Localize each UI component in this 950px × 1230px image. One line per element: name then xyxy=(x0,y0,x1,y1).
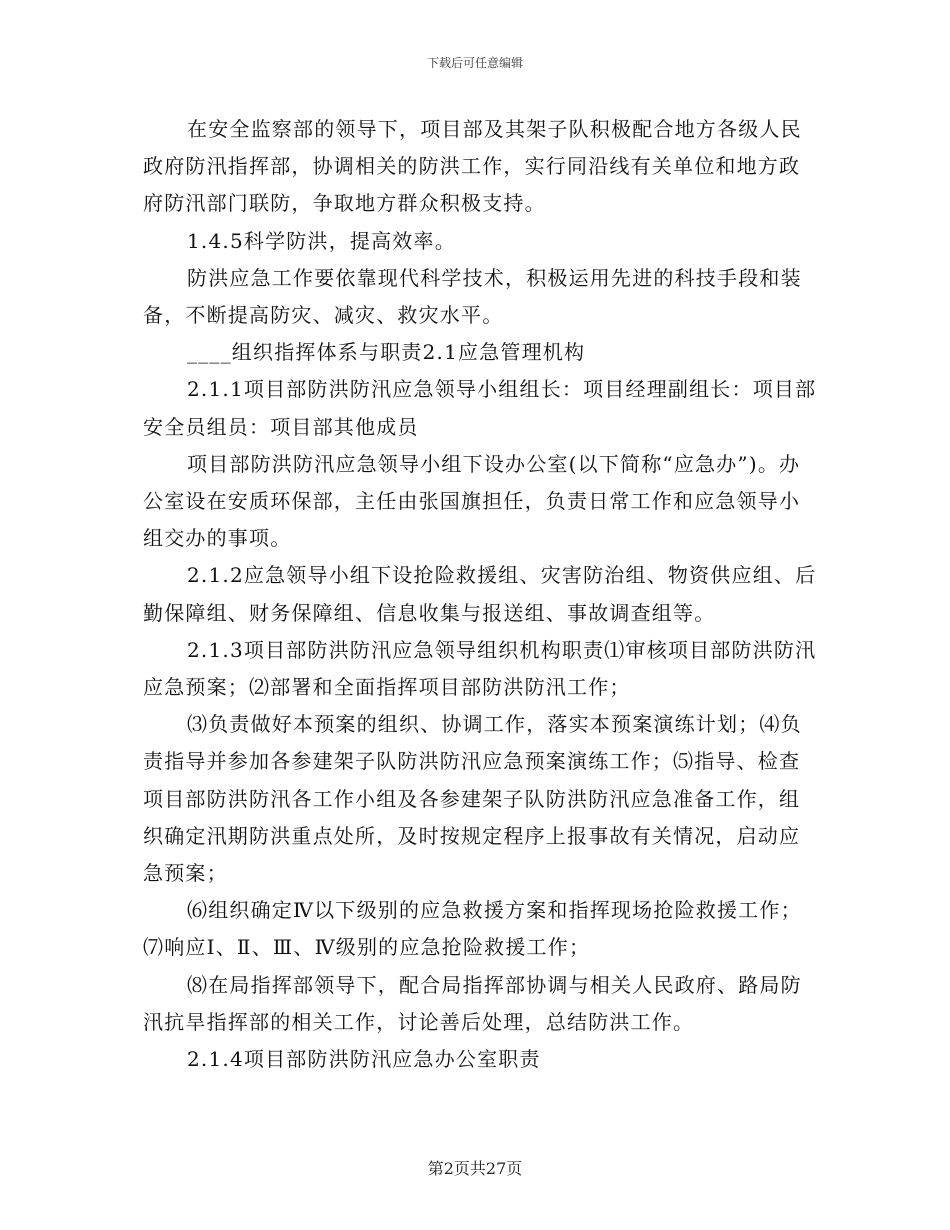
paragraph: 2.1.3项目部防洪防汛应急领导组织机构职责⑴审核项目部防洪防汛应急预案；⑵部署和全面指挥项目部防洪防汛工作； xyxy=(143,637,817,700)
paragraph: ⑹组织确定Ⅳ以下级别的应急救援方案和指挥现场抢险救援工作；⑺响应Ⅰ、Ⅱ、Ⅲ、Ⅳ级别的应急抢险救援工作； xyxy=(143,898,802,960)
paragraph: ⑶负责做好本预案的组织、协调工作，落实本预案演练计划；⑷负责指导并参加各参建架子队防洪防汛应急预案演练工作；⑸指导、检查项目部防洪防汛各工作小组及各参建架子队防洪防汛应急准备工作，组织确定汛期防洪重点处所，及时按规定程序上报事故有关情况，启动应急预案； xyxy=(143,712,802,886)
section-heading: 2.1.4项目部防洪防汛应急办公室职责 xyxy=(187,1047,541,1072)
paragraph: 项目部防洪防汛应急领导小组下设办公室(以下简称“应急办”)。办公室设在安质环保部，主任由张国旗担任，负责日常工作和应急领导小组交办的事项。 xyxy=(143,451,801,551)
paragraph: ⑻在局指挥部领导下，配合局指挥部协调与相关人民政府、路局防汛抗旱指挥部的相关工作，讨论善后处理，总结防洪工作。 xyxy=(143,972,802,1034)
paragraph: 在安全监察部的领导下，项目部及其架子队积极配合地方各级人民政府防汛指挥部，协调相关的防洪工作，实行同沿线有关单位和地方政府防汛部门联防，争取地方群众积极支持。 xyxy=(143,117,802,216)
document-body xyxy=(143,111,819,1078)
page-number: 第2页共27页 xyxy=(427,1159,523,1178)
paragraph: 2.1.2应急领导小组下设抢险救援组、灾害防治组、物资供应组、后勤保障组、财务保障组、信息收集与报送组、事故调查组等。 xyxy=(143,563,817,625)
paragraph: 2.1.1项目部防洪防汛应急领导小组组长：项目经理副组长：项目部安全员组员：项目部其他成员 xyxy=(143,377,817,439)
section-heading: ____组织指挥体系与职责2.1应急管理机构 xyxy=(187,340,586,365)
header-note: 下载后可任意编辑 xyxy=(426,56,523,70)
section-heading: 1.4.5科学防洪，提高效率。 xyxy=(187,228,456,253)
paragraph: 防洪应急工作要依靠现代科学技术，积极运用先进的科技手段和装备，不断提高防灾、减灾、救灾水平。 xyxy=(143,265,802,328)
